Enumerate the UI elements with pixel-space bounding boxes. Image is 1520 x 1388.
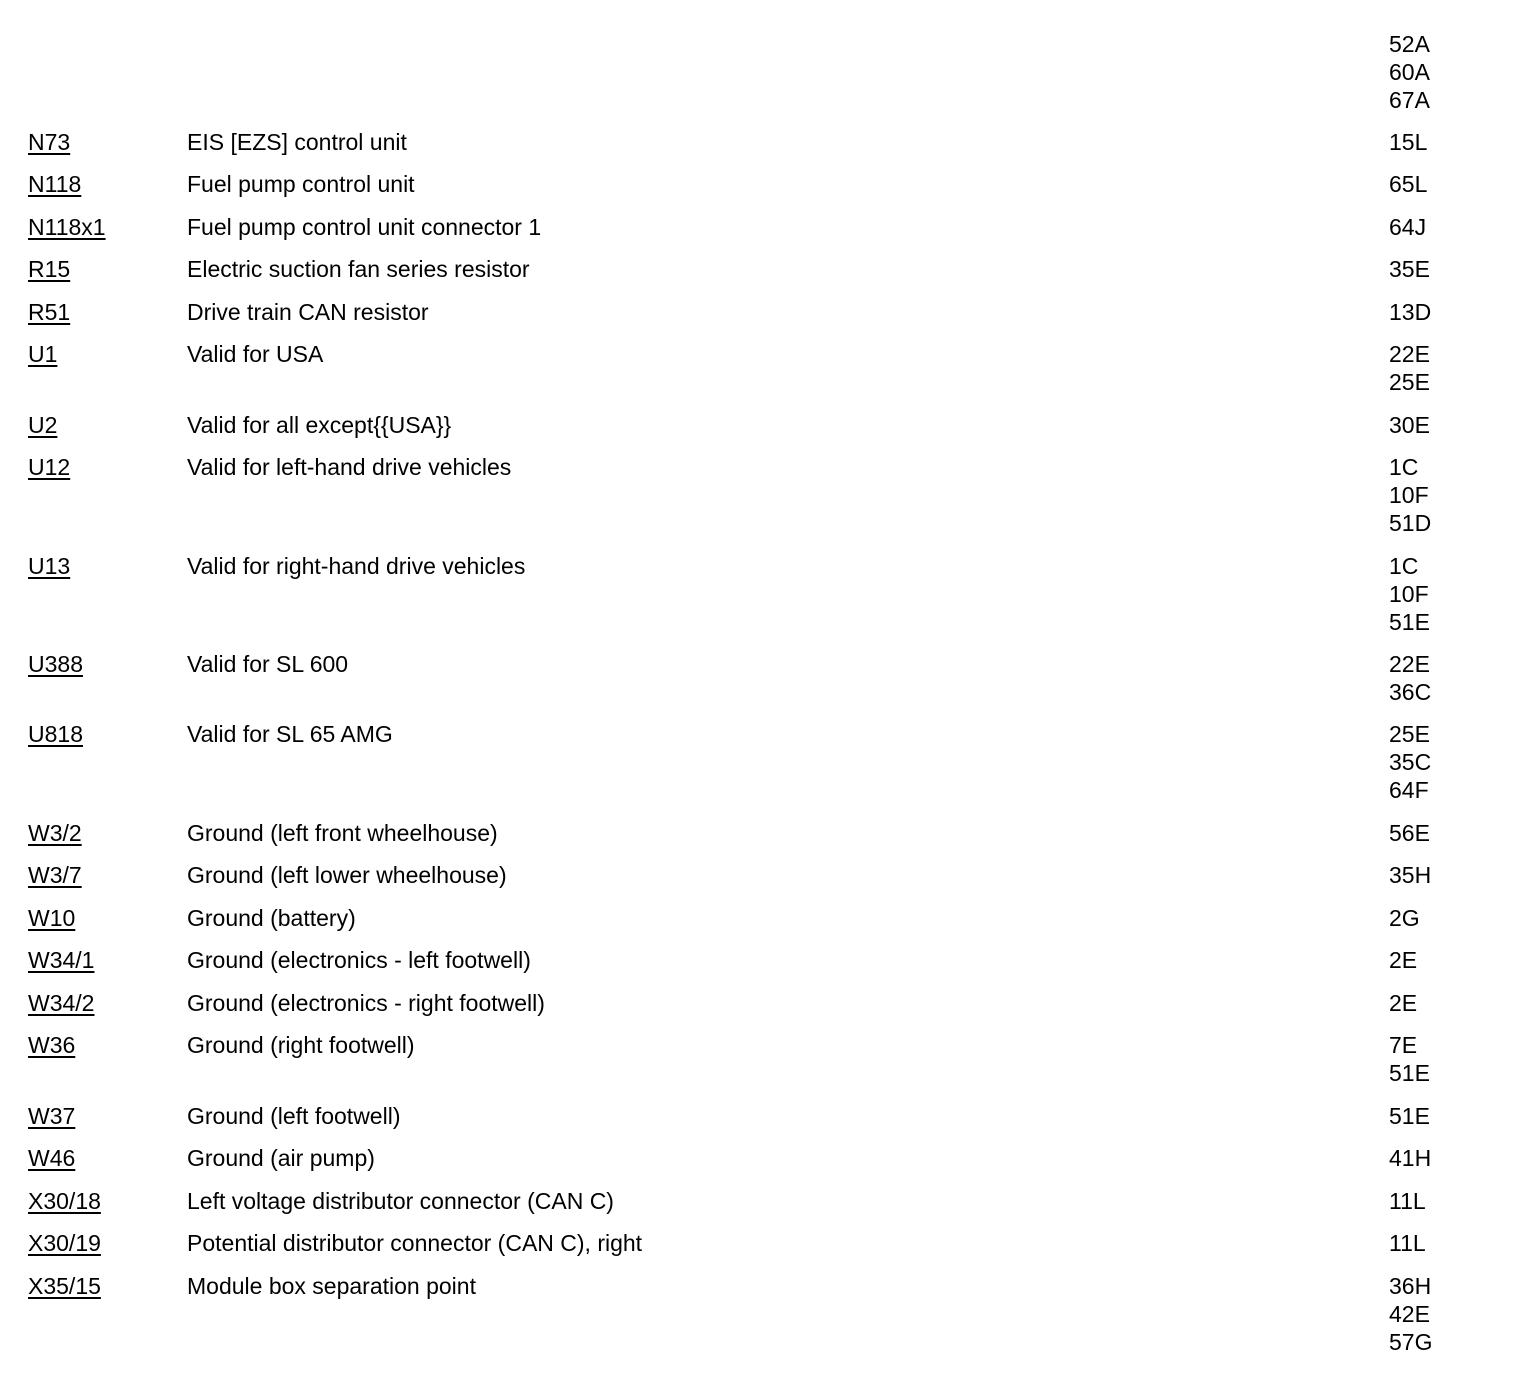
grid-reference: 10F (1389, 581, 1429, 607)
grid-reference: 51D (1389, 510, 1432, 536)
component-description: Ground (air pump) (187, 1145, 375, 1171)
grid-reference-list (1389, 170, 1427, 198)
component-code-link[interactable]: W10 (28, 905, 76, 931)
grid-reference: 41H (1389, 1145, 1432, 1171)
grid-reference: 52A (1389, 31, 1430, 57)
grid-reference: 15L (1389, 129, 1428, 155)
component-code-link[interactable]: W34/1 (28, 947, 95, 973)
component-description: Module box separation point (187, 1273, 476, 1299)
grid-reference: 42E (1389, 1301, 1430, 1327)
grid-reference-list (1389, 30, 1430, 114)
grid-reference: 10F (1389, 482, 1429, 508)
component-code-link[interactable]: W46 (28, 1145, 76, 1171)
grid-reference-list (1389, 650, 1431, 706)
component-code-link[interactable]: W3/7 (28, 862, 82, 888)
grid-reference-list (1389, 1102, 1430, 1130)
component-description: Valid for SL 600 (187, 651, 349, 677)
component-code-link[interactable]: N73 (28, 129, 71, 155)
grid-reference: 25E (1389, 721, 1430, 747)
grid-reference-list (1389, 720, 1431, 804)
grid-reference-list (1389, 340, 1430, 396)
grid-reference: 65L (1389, 171, 1428, 197)
component-description: Fuel pump control unit (187, 171, 415, 197)
grid-reference-list (1389, 552, 1430, 636)
component-description: Valid for left-hand drive vehicles (187, 454, 512, 480)
component-code-link[interactable]: N118 (28, 171, 82, 197)
component-code-link[interactable]: X30/19 (28, 1230, 101, 1256)
component-code-link[interactable]: W34/2 (28, 990, 95, 1016)
component-code-link[interactable]: U13 (28, 553, 71, 579)
component-code-link[interactable]: U1 (28, 341, 58, 367)
component-description: Drive train CAN resistor (187, 299, 429, 325)
component-description: Ground (electronics - right footwell) (187, 990, 545, 1016)
grid-reference: 2E (1389, 990, 1418, 1016)
component-description: Ground (left lower wheelhouse) (187, 862, 507, 888)
grid-reference: 35H (1389, 862, 1432, 888)
grid-reference: 57G (1389, 1329, 1433, 1355)
grid-reference-list (1389, 128, 1427, 156)
grid-reference: 51E (1389, 1103, 1430, 1129)
grid-reference: 64F (1389, 777, 1429, 803)
grid-reference: 11L (1389, 1188, 1426, 1214)
component-code-link[interactable]: W37 (28, 1103, 76, 1129)
grid-reference-list (1389, 255, 1430, 283)
grid-reference: 25E (1389, 369, 1430, 395)
component-description: Ground (right footwell) (187, 1032, 415, 1058)
grid-reference: 36H (1389, 1273, 1432, 1299)
grid-reference: 51E (1389, 1060, 1430, 1086)
grid-reference: 67A (1389, 87, 1430, 113)
grid-reference: 60A (1389, 59, 1430, 85)
grid-reference: 1C (1389, 454, 1419, 480)
component-code-link[interactable]: W3/2 (28, 820, 82, 846)
component-description: Ground (left front wheelhouse) (187, 820, 498, 846)
component-description: Valid for right-hand drive vehicles (187, 553, 526, 579)
grid-reference-list (1389, 453, 1431, 537)
component-code-link[interactable]: R51 (28, 299, 71, 325)
component-code-link[interactable]: X30/18 (28, 1188, 101, 1214)
grid-reference: 7E (1389, 1032, 1418, 1058)
component-code-link[interactable]: R15 (28, 256, 71, 282)
grid-reference-list (1389, 989, 1417, 1017)
grid-reference-list (1389, 1031, 1430, 1087)
component-description: Ground (battery) (187, 905, 356, 931)
grid-reference-list (1389, 904, 1420, 932)
component-description: Ground (electronics - left footwell) (187, 947, 531, 973)
grid-reference-list (1389, 1229, 1426, 1257)
grid-reference: 1C (1389, 553, 1419, 579)
grid-reference: 30E (1389, 412, 1430, 438)
grid-reference-list (1389, 946, 1417, 974)
component-code-link[interactable]: U388 (28, 651, 83, 677)
component-code-link[interactable]: U2 (28, 412, 58, 438)
component-description: Fuel pump control unit connector 1 (187, 214, 542, 240)
grid-reference-list (1389, 1272, 1432, 1356)
component-description: Valid for all except{{USA}} (187, 412, 452, 438)
grid-reference: 22E (1389, 341, 1430, 367)
grid-reference: 35C (1389, 749, 1432, 775)
grid-reference-list (1389, 298, 1431, 326)
grid-reference: 56E (1389, 820, 1430, 846)
grid-reference: 13D (1389, 299, 1432, 325)
grid-reference-list (1389, 1144, 1431, 1172)
grid-reference-list (1389, 411, 1430, 439)
component-description: Ground (left footwell) (187, 1103, 401, 1129)
grid-reference: 22E (1389, 651, 1430, 677)
component-code-link[interactable]: U818 (28, 721, 83, 747)
grid-reference: 51E (1389, 609, 1430, 635)
grid-reference: 64J (1389, 214, 1427, 240)
grid-reference: 2E (1389, 947, 1418, 973)
component-code-link[interactable]: W36 (28, 1032, 76, 1058)
component-code-link[interactable]: U12 (28, 454, 71, 480)
component-description: Left voltage distributor connector (CAN C) (187, 1188, 614, 1214)
grid-reference: 11L (1389, 1230, 1426, 1256)
component-code-link[interactable]: N118x1 (28, 214, 106, 240)
grid-reference-list (1389, 861, 1431, 889)
grid-reference-list (1389, 1187, 1426, 1215)
component-description: EIS [EZS] control unit (187, 129, 407, 155)
grid-reference: 35E (1389, 256, 1430, 282)
component-description: Valid for SL 65 AMG (187, 721, 393, 747)
grid-reference-list (1389, 819, 1430, 847)
grid-reference-list (1389, 213, 1426, 241)
component-description: Electric suction fan series resistor (187, 256, 530, 282)
component-description: Valid for USA (187, 341, 324, 367)
component-code-link[interactable]: X35/15 (28, 1273, 101, 1299)
component-description: Potential distributor connector (CAN C), right (187, 1230, 643, 1256)
grid-reference: 36C (1389, 679, 1432, 705)
grid-reference: 2G (1389, 905, 1420, 931)
